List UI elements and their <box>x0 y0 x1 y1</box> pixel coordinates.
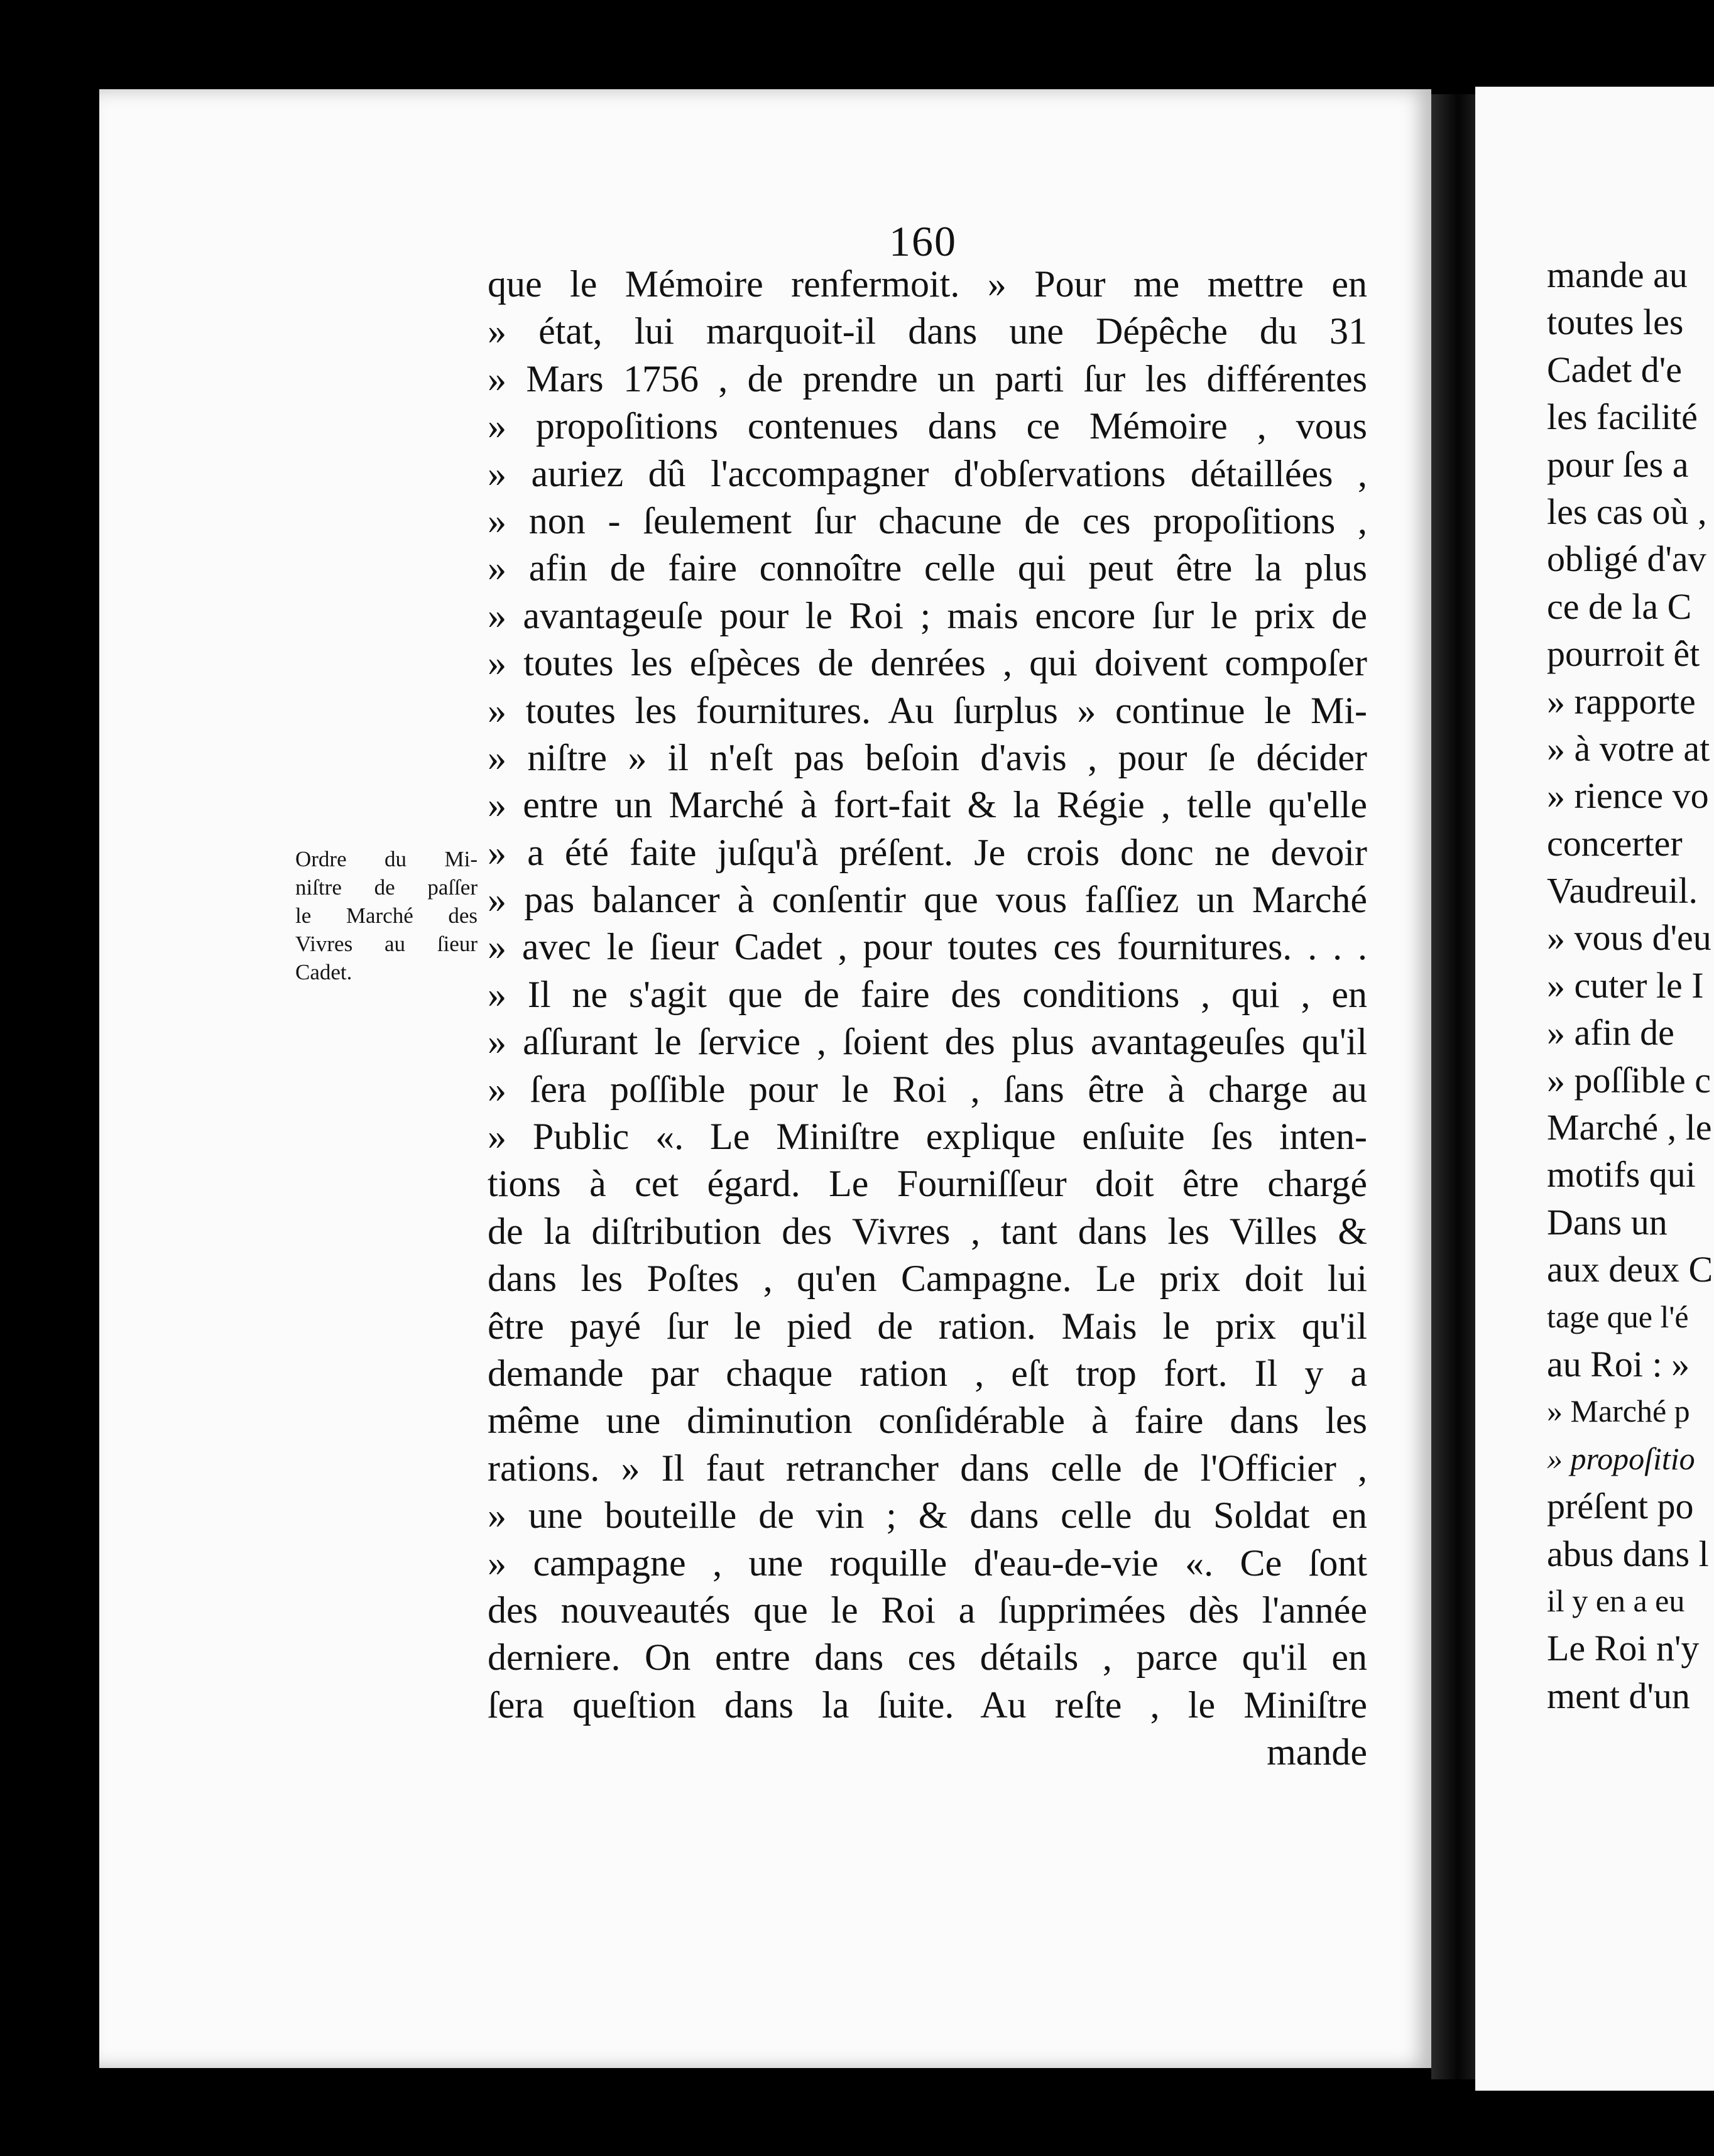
text-line: » Il ne s'agit que de faire des conditions , qui , en <box>488 973 1367 1015</box>
text-line-fragment: préſent po <box>1547 1486 1694 1527</box>
text-line-fragment: aux deux C <box>1547 1249 1713 1290</box>
text-line-fragment: pourroit êt <box>1547 633 1700 675</box>
text-line-fragment: mande au <box>1547 254 1688 295</box>
text-line-fragment: obligé d'av <box>1547 538 1706 580</box>
text-line-fragment: » à votre at <box>1547 727 1710 769</box>
text-line-fragment: » vous d'eu <box>1547 917 1711 959</box>
text-line-fragment: les facilité <box>1547 396 1698 438</box>
text-line: » non - ſeulement ſur chacune de ces propoſitions , <box>488 499 1367 542</box>
text-line-fragment: concerter <box>1547 822 1683 864</box>
text-line-fragment: au Roi : » <box>1547 1343 1690 1385</box>
text-line: » état, lui marquoit-il dans une Dépêche du 31 <box>488 310 1367 352</box>
text-line-fragment: » rience vo <box>1547 775 1709 817</box>
page-number: 160 <box>889 217 957 265</box>
text-line-fragment: » poſſible c <box>1547 1059 1711 1101</box>
text-line: » propoſitions contenues dans ce Mémoire , vous <box>488 405 1367 447</box>
text-line-fragment: » cuter le I <box>1547 964 1704 1006</box>
text-line: de la diſtribution des Vivres , tant dans les Villes & <box>488 1210 1367 1252</box>
catchword: mande <box>1267 1731 1367 1773</box>
text-line-fragment: il y en a eu <box>1547 1582 1685 1618</box>
margin-note-line: Cadet. <box>295 960 352 984</box>
text-line: » entre un Marché à fort-fait & la Régie , telle qu'elle <box>488 784 1367 826</box>
text-line: être payé ſur le pied de ration. Mais le prix qu'il <box>488 1305 1367 1347</box>
text-line: des nouveautés que le Roi a ſupprimées dès l'année <box>488 1589 1367 1631</box>
text-line: » auriez dû l'accompagner d'obſervations détaillées , <box>488 452 1367 494</box>
text-line: derniere. On entre dans ces détails , parce qu'il en <box>488 1636 1367 1679</box>
text-line-fragment: Cadet d'e <box>1547 349 1682 390</box>
text-line: dans les Poſtes , qu'en Campagne. Le prix doit lui <box>488 1258 1367 1300</box>
text-line: » campagne , une roquille d'eau-de-vie «. Ce ſont <box>488 1542 1367 1584</box>
text-line-fragment: Marché , le <box>1547 1107 1712 1148</box>
text-line: » a été faite juſqu'à préſent. Je crois donc ne devoir <box>488 831 1367 873</box>
text-line: » toutes les eſpèces de denrées , qui doivent compoſer <box>488 642 1367 684</box>
text-line: demande par chaque ration , eſt trop fort. Il y a <box>488 1352 1367 1394</box>
text-line: » ſera poſſible pour le Roi , ſans être à charge au <box>488 1068 1367 1110</box>
margin-note-line: niſtre de paſſer <box>295 875 478 900</box>
text-line-fragment: Vaudreuil. <box>1547 870 1698 912</box>
text-line: tions à cet égard. Le Fourniſſeur doit être chargé <box>488 1163 1367 1205</box>
text-line-fragment: ce de la C <box>1547 585 1692 627</box>
text-line: même une diminution conſidérable à faire dans les <box>488 1400 1367 1442</box>
margin-note-line: le Marché des <box>295 903 478 928</box>
text-line: » avec le ſieur Cadet , pour toutes ces fournitures. . . . <box>488 926 1367 968</box>
text-line: » pas balancer à conſentir que vous faſſiez un Marché <box>488 879 1367 921</box>
left-page-text <box>488 261 1367 1777</box>
text-line: » Public «. Le Miniſtre explique enſuite ſes inten- <box>488 1116 1367 1158</box>
text-line-fragment: motifs qui <box>1547 1154 1696 1195</box>
text-line: » afin de faire connoître celle qui peut être la plus <box>488 547 1367 589</box>
text-line-fragment: ment d'un <box>1547 1675 1690 1716</box>
text-line: » toutes les fournitures. Au ſurplus » continue le Mi- <box>488 689 1367 731</box>
text-line-fragment: » Marché p <box>1547 1393 1690 1429</box>
margin-note <box>295 845 478 986</box>
text-line-fragment: pour ſes a <box>1547 444 1689 485</box>
margin-note-line: Vivres au ſieur <box>295 932 478 956</box>
margin-note-line: Ordre du Mi- <box>295 847 478 871</box>
text-line-fragment: » rapporte <box>1547 680 1696 722</box>
text-line-fragment: toutes les <box>1547 302 1684 343</box>
book-gutter <box>1431 94 1475 2079</box>
text-line-fragment: » propoſitio <box>1547 1440 1695 1476</box>
text-line: ſera queſtion dans la ſuite. Au reſte , le Miniſtre <box>488 1684 1367 1726</box>
right-page-text <box>1547 251 1714 1719</box>
text-line-fragment: Dans un <box>1547 1201 1668 1243</box>
text-line-fragment: Le Roi n'y <box>1547 1628 1700 1669</box>
text-line-fragment: » afin de <box>1547 1012 1674 1054</box>
text-line: » Mars 1756 , de prendre un parti ſur les différentes <box>488 357 1367 400</box>
text-line-fragment: tage que l'é <box>1547 1298 1689 1334</box>
text-line: » une bouteille de vin ; & dans celle du Soldat en <box>488 1494 1367 1537</box>
text-line-fragment: les cas où , <box>1547 491 1707 532</box>
text-line: rations. » Il faut retrancher dans celle de l'Officier , <box>488 1447 1367 1489</box>
text-line: » aſſurant le ſervice , ſoient des plus avantageuſes qu'il <box>488 1021 1367 1063</box>
text-line: » avantageuſe pour le Roi ; mais encore ſur le prix de <box>488 594 1367 636</box>
text-line-fragment: abus dans l <box>1547 1533 1709 1574</box>
text-line: que le Mémoire renfermoit. » Pour me mettre en <box>488 263 1367 305</box>
text-line: » niſtre » il n'eſt pas beſoin d'avis , pour ſe décider <box>488 736 1367 778</box>
